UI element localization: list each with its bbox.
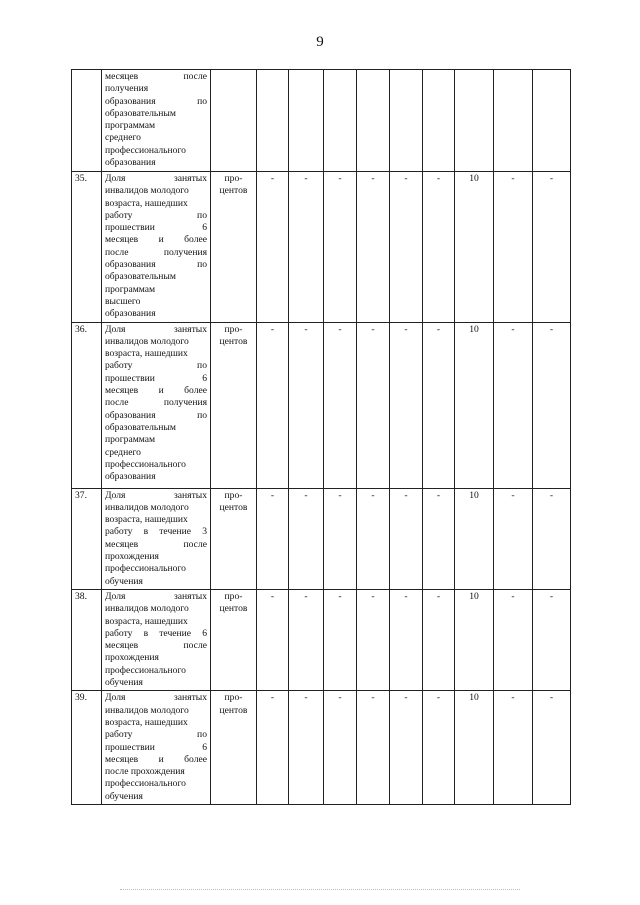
description-line: месяцев и более (105, 753, 207, 765)
indicator-description (102, 322, 211, 488)
description-line: прохождения (105, 652, 159, 664)
description-line: работу в течение 3 (105, 526, 207, 538)
description-line: работу по (105, 209, 207, 221)
value-cell: - (357, 172, 390, 323)
unit-text: про- (224, 173, 243, 184)
indicator-description (102, 691, 211, 805)
value-cell: - (423, 488, 455, 589)
value-cell (455, 70, 494, 172)
row-number: 39. (72, 691, 102, 805)
unit-text: центов (219, 335, 248, 347)
description-line: месяцев после (105, 640, 207, 652)
indicator-description (102, 70, 211, 172)
value-cell: - (324, 488, 357, 589)
value-cell: 10 (455, 589, 494, 690)
table-row (72, 488, 571, 589)
table-row (72, 172, 571, 323)
value-cell: - (357, 589, 390, 690)
description-line: обучения (105, 677, 143, 689)
description-line: образовательным (105, 107, 176, 119)
value-cell (494, 70, 533, 172)
unit-text: центов (219, 704, 248, 716)
value-cell: - (257, 172, 289, 323)
description-line: после получения (105, 246, 207, 258)
indicators-table (71, 69, 571, 805)
description-line: программам (105, 434, 156, 446)
description-line: после получения (105, 397, 207, 409)
indicator-description (102, 488, 211, 589)
value-cell: - (357, 488, 390, 589)
description-line: работу в течение 6 (105, 627, 207, 639)
description-line: профессионального (105, 664, 186, 676)
description-line: возраста, нашедших (105, 615, 188, 627)
value-cell: - (324, 589, 357, 690)
description-line: Доля занятых (105, 590, 207, 602)
description-line: Доля занятых (105, 323, 207, 335)
value-cell (390, 70, 423, 172)
description-line: образовательным (105, 271, 176, 283)
table-row (72, 70, 571, 172)
value-cell: - (257, 488, 289, 589)
value-cell: 10 (455, 172, 494, 323)
unit-cell (211, 691, 257, 805)
description-line: образования по (105, 95, 207, 107)
unit-cell (211, 172, 257, 323)
table-row (72, 322, 571, 488)
page-number: 9 (316, 34, 324, 50)
value-cell: - (257, 691, 289, 805)
description-line: прошествии 6 (105, 741, 207, 753)
value-cell: - (289, 322, 324, 488)
unit-text: про- (224, 323, 243, 335)
description-line: работу по (105, 360, 207, 372)
unit-cell (211, 322, 257, 488)
value-cell: - (257, 589, 289, 690)
value-cell: - (423, 589, 455, 690)
description-line: возраста, нашедших (105, 348, 188, 360)
value-cell: - (533, 589, 571, 690)
table-row (72, 589, 571, 690)
value-cell: - (357, 691, 390, 805)
value-cell: - (257, 322, 289, 488)
value-cell: - (289, 488, 324, 589)
value-cell: 10 (455, 488, 494, 589)
value-cell: - (324, 172, 357, 323)
unit-text: про- (224, 692, 243, 704)
row-number: 38. (72, 589, 102, 690)
value-cell: - (494, 488, 533, 589)
description-line: профессионального (105, 458, 186, 470)
unit-text: про- (224, 489, 243, 501)
table-row (72, 691, 571, 805)
description-line: месяцев и более (105, 234, 207, 246)
row-number (72, 70, 102, 172)
description-line: образования (105, 308, 156, 320)
row-number: 36. (72, 322, 102, 488)
value-cell: - (494, 172, 533, 323)
description-line: программам (105, 283, 156, 295)
description-line: образования по (105, 409, 207, 421)
value-cell: - (494, 322, 533, 488)
unit-text: центов (219, 501, 248, 513)
description-line: профессионального (105, 144, 186, 156)
description-line: образовательным (105, 421, 176, 433)
unit-cell (211, 70, 257, 172)
value-cell: - (390, 691, 423, 805)
value-cell (423, 70, 455, 172)
unit-text: про- (224, 590, 243, 602)
description-line: обучения (105, 790, 143, 802)
row-number: 35. (72, 172, 102, 323)
description-line: образования по (105, 259, 207, 271)
footer-rule (120, 889, 520, 890)
value-cell (533, 70, 571, 172)
description-line: возраста, нашедших (105, 197, 188, 209)
value-cell (289, 70, 324, 172)
value-cell (357, 70, 390, 172)
description-line: профессионального (105, 778, 186, 790)
value-cell: - (533, 172, 571, 323)
indicator-description (102, 589, 211, 690)
description-line: получения (105, 83, 149, 95)
description-line: инвалидов молодого (105, 704, 189, 716)
value-cell: - (494, 691, 533, 805)
value-cell: 10 (455, 691, 494, 805)
description-line: месяцев после (105, 538, 207, 550)
value-cell (257, 70, 289, 172)
description-line: образования (105, 157, 156, 169)
value-cell: - (289, 589, 324, 690)
value-cell: - (533, 691, 571, 805)
description-line: профессионального (105, 563, 186, 575)
description-line: прошествии 6 (105, 222, 207, 234)
description-line: возраста, нашедших (105, 716, 188, 728)
row-number: 37. (72, 488, 102, 589)
value-cell: - (533, 488, 571, 589)
description-line: среднего (105, 132, 141, 144)
description-line: программам (105, 120, 156, 132)
value-cell: - (423, 691, 455, 805)
value-cell: - (390, 488, 423, 589)
value-cell: - (423, 172, 455, 323)
value-cell: 10 (455, 322, 494, 488)
value-cell: - (533, 322, 571, 488)
description-line: инвалидов молодого (105, 335, 189, 347)
value-cell: - (423, 322, 455, 488)
description-line: обучения (105, 575, 143, 587)
unit-cell (211, 488, 257, 589)
description-line: образования (105, 471, 156, 483)
unit-cell (211, 589, 257, 690)
value-cell: - (390, 322, 423, 488)
description-line: месяцев после (105, 71, 207, 82)
value-cell: - (390, 589, 423, 690)
value-cell (324, 70, 357, 172)
description-line: инвалидов молодого (105, 185, 189, 197)
description-line: среднего (105, 446, 141, 458)
description-line: Доля занятых (105, 692, 207, 704)
description-line: месяцев и более (105, 385, 207, 397)
description-line: высшего (105, 295, 141, 307)
unit-text: центов (219, 185, 248, 197)
description-line: прохождения (105, 551, 159, 563)
table-body (72, 70, 571, 805)
value-cell: - (324, 691, 357, 805)
indicator-description (102, 172, 211, 323)
description-line: инвалидов молодого (105, 603, 189, 615)
description-line: работу по (105, 729, 207, 741)
value-cell: - (390, 172, 423, 323)
value-cell: - (289, 172, 324, 323)
value-cell: - (494, 589, 533, 690)
value-cell: - (324, 322, 357, 488)
description-line: инвалидов молодого (105, 501, 189, 513)
value-cell: - (357, 322, 390, 488)
description-line: Доля занятых (105, 489, 207, 501)
description-line: Доля занятых (105, 173, 207, 184)
description-line: прошествии 6 (105, 372, 207, 384)
description-line: возраста, нашедших (105, 514, 188, 526)
unit-text: центов (219, 603, 248, 615)
value-cell: - (289, 691, 324, 805)
description-line: после прохождения (105, 766, 185, 778)
